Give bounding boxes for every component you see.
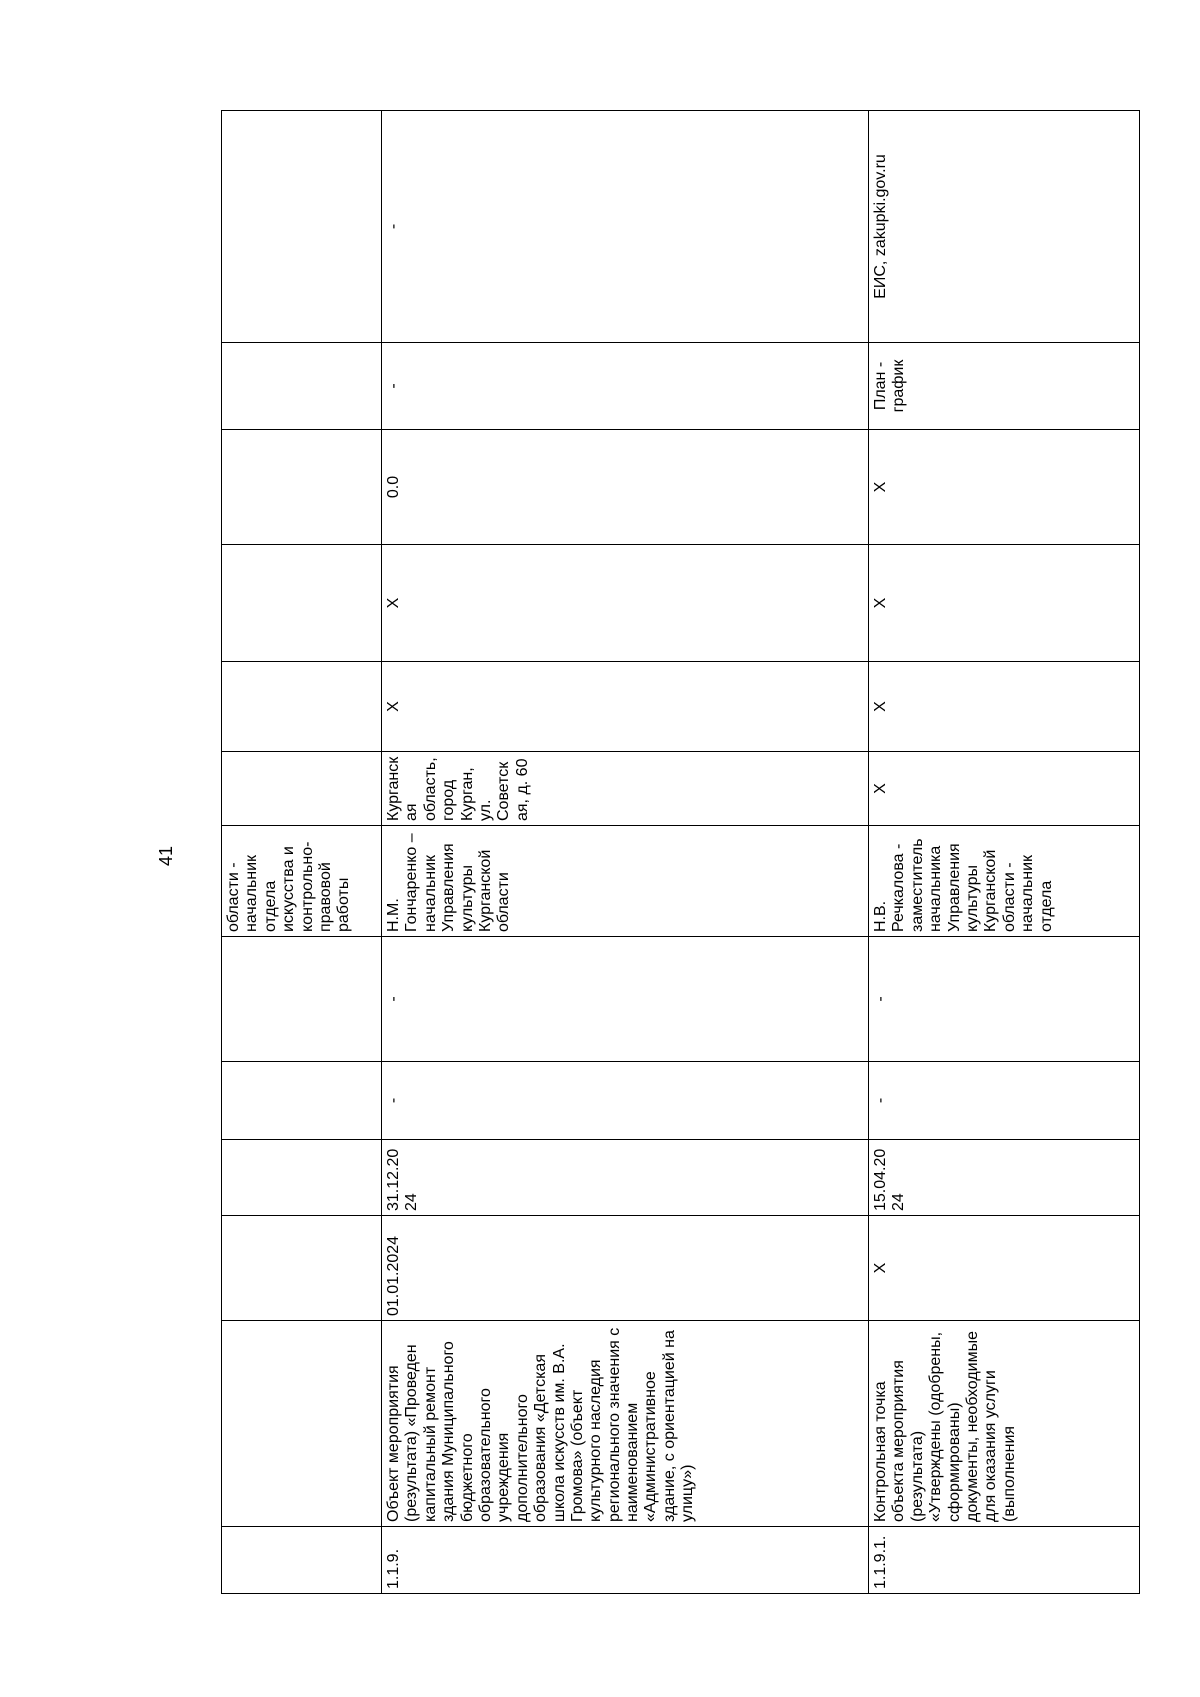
cell-col13: ЕИС, zakupki.gov.ru [869,111,1140,343]
cell-name: Объект мероприятия (результата) «Проведен капитальный ремонт здания Муниципального бюджетного образовательного учреждения дополнительного образования «Детская школа искусств им. В.А. Громова» (объект культурного наследия регионального значения с наименованием «Административное здание, с ориентацией на улицу») [382,1321,869,1527]
cell-address: X [869,752,1140,826]
cell-col5: - [869,1062,1140,1140]
cell-responsible: области - начальник отдела искусства и контрольно-правовой работы [222,826,382,937]
table-row [382,111,869,1594]
cell-start-date: 01.01.2024 [382,1216,869,1321]
cell-name: Контрольная точка объекта мероприятия (результата) «Утверждены (одобрены, сформированы) документы, необходимые для оказания услуги (выполнения [869,1321,1140,1527]
cell-col12: - [382,343,869,430]
cell-col5 [222,1062,382,1140]
cell-col13: - [382,111,869,343]
cell-responsible: Н.М. Гончаренко – начальник Управления культуры Курганской области [382,826,869,937]
cell-end-date: 31.12.2024 [382,1140,869,1216]
table-wrapper [221,111,1139,1594]
cell-col10: X [382,545,869,662]
cell-col9 [222,662,382,752]
cell-name [222,1321,382,1527]
cell-col5: - [382,1062,869,1140]
cell-start-date [222,1216,382,1321]
cell-col11: X [869,430,1140,545]
cell-col13 [222,111,382,343]
cell-col9: X [869,662,1140,752]
cell-col6: - [382,937,869,1062]
cell-end-date: 15.04.2024 [869,1140,1140,1216]
cell-num [222,1527,382,1594]
cell-end-date [222,1140,382,1216]
cell-col12: План - график [869,343,1140,430]
cell-col9: X [382,662,869,752]
cell-address: Курганская область, город Курган, ул. Советская, д. 60 [382,752,869,826]
rotated-table-canvas [221,111,1139,1594]
cell-col10: X [869,545,1140,662]
page-number: 41 [156,845,176,867]
cell-responsible: Н.В. Речкалова - заместитель начальника Управления культуры Курганской области - начальник отдела [869,826,1140,937]
table-row [222,111,382,1594]
plan-table [221,110,1140,1594]
cell-col6 [222,937,382,1062]
cell-col10 [222,545,382,662]
cell-col12 [222,343,382,430]
cell-col6: - [869,937,1140,1062]
cell-num: 1.1.9.1. [869,1527,1140,1594]
cell-start-date: X [869,1216,1140,1321]
cell-address [222,752,382,826]
cell-col11: 0.0 [382,430,869,545]
cell-col11 [222,430,382,545]
table-row [869,111,1140,1594]
cell-num: 1.1.9. [382,1527,869,1594]
